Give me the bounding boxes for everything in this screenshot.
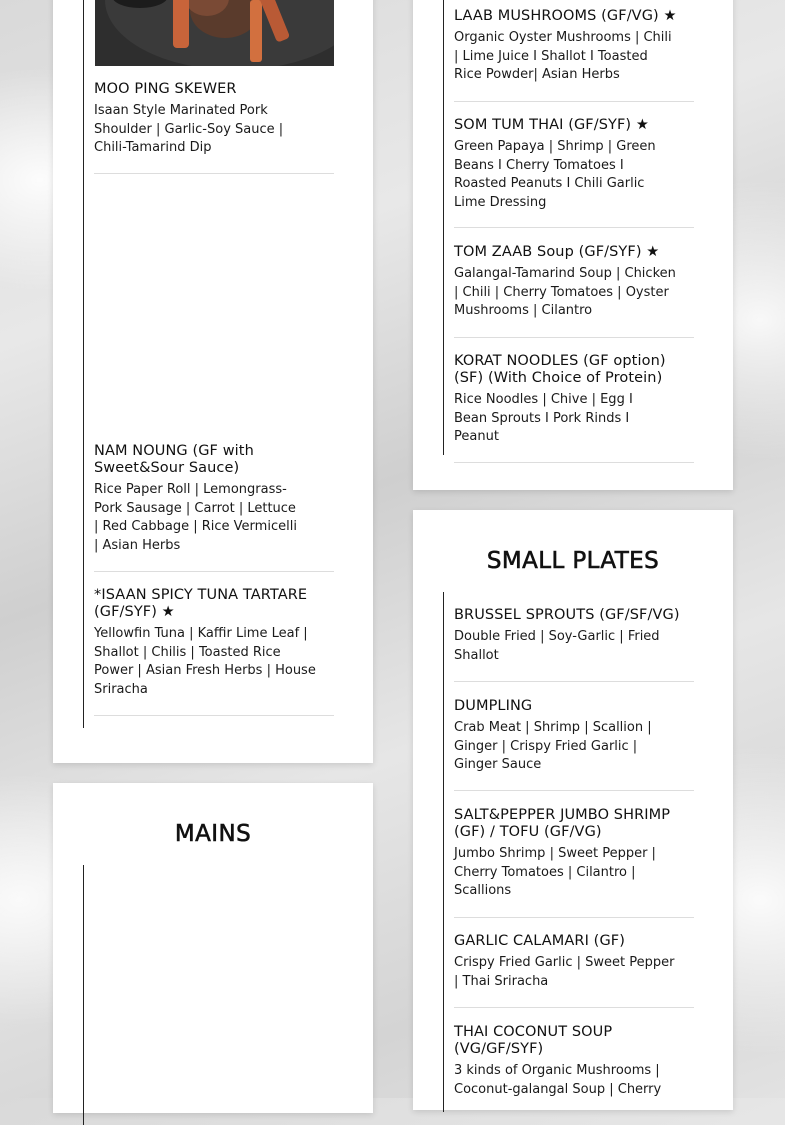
menu-item <box>444 698 694 775</box>
tom-zaab-item <box>444 244 694 338</box>
item-desc: Double Fried | Soy-Garlic | Fried Shallot <box>454 629 660 663</box>
item-desc: Yellowfin Tuna | Kaffir Lime Leaf | Shallot | Chilis | Toasted Rice Power | Asian Fresh Herbs | House Sriracha <box>94 626 316 697</box>
divider <box>454 101 694 102</box>
som-tum-item <box>444 117 694 228</box>
moo-ping-photo <box>95 0 334 66</box>
menu-item <box>84 81 334 158</box>
menu-item <box>444 353 694 447</box>
item-desc: Rice Noodles | Chive | Egg I Bean Sprouts I Pork Rinds I Peanut <box>454 392 633 444</box>
dumpling-item <box>444 698 694 791</box>
brussel-sprouts-item <box>444 607 694 682</box>
divider <box>454 462 694 463</box>
divider <box>94 715 334 716</box>
food-photo-graphic <box>95 0 334 66</box>
item-name: KORAT NOODLES (GF option)(SF) (With Choice of Protein) <box>454 353 666 386</box>
item-name: LAAB MUSHROOMS (GF/VG) ★ <box>454 8 677 24</box>
divider <box>454 917 694 918</box>
item-desc: Green Papaya | Shrimp | Green Beans I Cherry Tomatoes I Roasted Peanuts I Chili Garlic Lime Dressing <box>454 139 656 210</box>
menu-item <box>84 443 334 555</box>
item-desc: Organic Oyster Mushrooms | Chili | Lime Juice I Shallot I Toasted Rice Powder| Asian Herbs <box>454 30 672 82</box>
menu-item <box>444 244 694 321</box>
menu-item <box>444 117 694 212</box>
divider <box>94 571 334 572</box>
item-name: *ISAAN SPICY TUNA TARTARE (GF/SYF) ★ <box>94 587 308 620</box>
item-desc: Jumbo Shrimp | Sweet Pepper | Cherry Tomatoes | Cilantro | Scallions <box>454 846 656 898</box>
section-title-mains: MAINS <box>174 821 252 847</box>
menu-item <box>84 587 334 699</box>
divider <box>454 681 694 682</box>
korat-noodles-item <box>444 353 694 463</box>
section-title-small-plates: SMALL PLATES <box>486 548 660 574</box>
item-desc: Crispy Fried Garlic | Sweet Pepper | Thai Sriracha <box>454 955 675 989</box>
divider <box>454 227 694 228</box>
item-desc: Isaan Style Marinated Pork Shoulder | Garlic-Soy Sauce | Chili-Tamarind Dip <box>94 103 284 155</box>
moo-ping-item <box>84 81 334 174</box>
item-name: TOM ZAAB Soup (GF/SYF) ★ <box>454 244 660 260</box>
item-desc: Galangal-Tamarind Soup | Chicken | Chili | Cherry Tomatoes | Oyster Mushrooms | Cilantro <box>454 266 676 318</box>
small-plates-list <box>443 592 694 1112</box>
menu-item <box>444 8 694 85</box>
nam-noung-item <box>84 443 334 572</box>
menu-item <box>444 1024 694 1099</box>
left-menu-card <box>53 0 373 763</box>
divider <box>454 790 694 791</box>
salt-pepper-shrimp-item <box>444 807 694 918</box>
right-menu-card <box>413 0 733 490</box>
left-menu-list <box>83 0 334 728</box>
item-name: NAM NOUNG (GF with Sweet&Sour Sauce) <box>94 443 254 476</box>
tuna-tartare-item <box>84 587 334 716</box>
coconut-soup-item <box>444 1024 694 1099</box>
divider <box>454 337 694 338</box>
item-desc: 3 kinds of Organic Mushrooms | Coconut-galangal Soup | Cherry <box>454 1063 662 1097</box>
menu-item <box>444 807 694 901</box>
mains-card <box>53 783 373 1113</box>
garlic-calamari-item <box>444 933 694 1008</box>
item-name: SALT&PEPPER JUMBO SHRIMP (GF) / TOFU (GF/VG) <box>454 807 671 840</box>
mains-list <box>83 865 334 1125</box>
item-name: DUMPLING <box>454 698 533 714</box>
menu-item <box>444 933 694 991</box>
divider <box>454 1007 694 1008</box>
item-name: GARLIC CALAMARI (GF) <box>454 933 625 949</box>
item-name: MOO PING SKEWER <box>94 81 237 97</box>
right-menu-list <box>443 0 694 455</box>
item-name: BRUSSEL SPROUTS (GF/SF/VG) <box>454 607 680 623</box>
item-desc: Crab Meat | Shrimp | Scallion | Ginger | Crispy Fried Garlic | Ginger Sauce <box>454 720 652 772</box>
small-plates-card <box>413 510 733 1110</box>
laab-mushrooms-item <box>444 8 694 102</box>
item-name: THAI COCONUT SOUP (VG/GF/SYF) <box>454 1024 613 1057</box>
item-desc: Rice Paper Roll | Lemongrass-Pork Sausage | Carrot | Lettuce | Red Cabbage | Rice Vermicelli | Asian Herbs <box>94 482 297 553</box>
item-name: SOM TUM THAI (GF/SYF) ★ <box>454 117 649 133</box>
menu-item <box>444 607 694 665</box>
divider <box>94 173 334 174</box>
